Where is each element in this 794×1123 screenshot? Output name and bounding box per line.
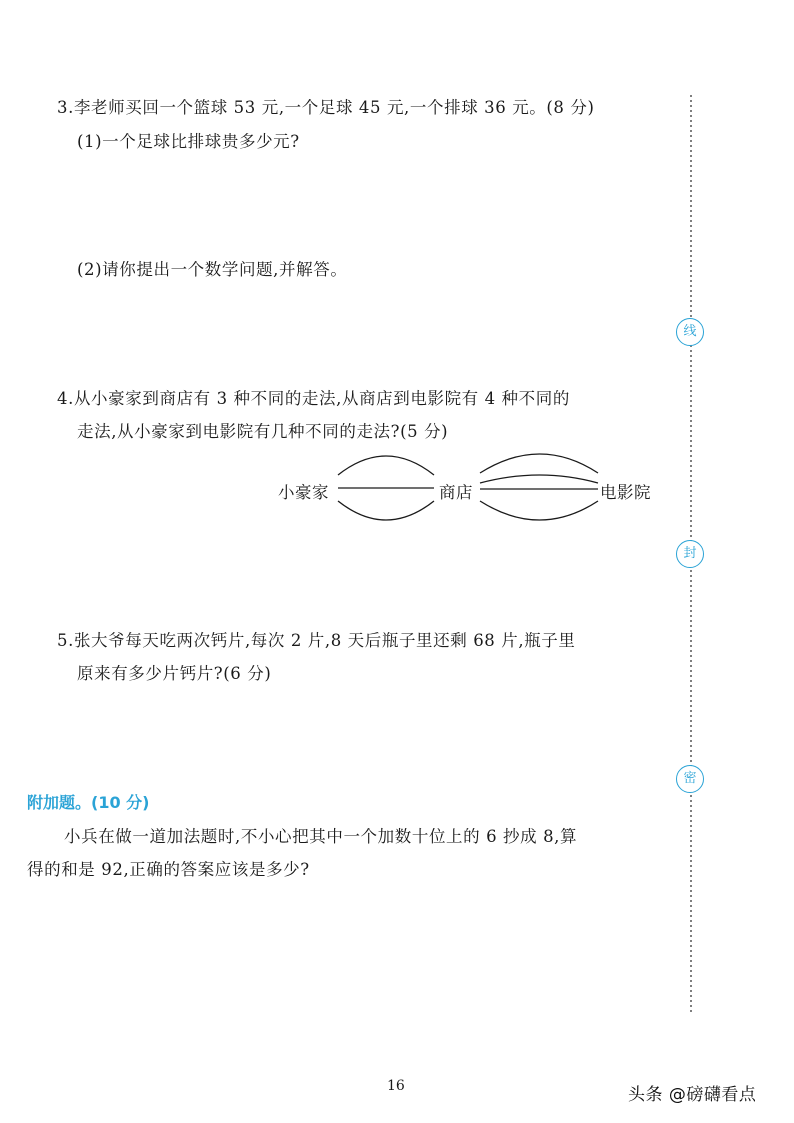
- q3-sub2: (2)请你提出一个数学问题,并解答。: [77, 260, 348, 279]
- q4-text-line1: 4.从小豪家到商店有 3 种不同的走法,从商店到电影院有 4 种不同的: [57, 389, 570, 408]
- q5-text-line2: 原来有多少片钙片?(6 分): [77, 664, 272, 683]
- route-curve: [480, 501, 598, 520]
- route-curve: [338, 456, 434, 475]
- bonus-text-line2: 得的和是 92,正确的答案应该是多少?: [27, 860, 310, 879]
- route-curve: [338, 501, 434, 520]
- route-curve: [480, 475, 598, 483]
- q5-text-line1: 5.张大爷每天吃两次钙片,每次 2 片,8 天后瓶子里还剩 68 片,瓶子里: [57, 631, 576, 650]
- bonus-title: 附加题。(10 分): [27, 793, 150, 812]
- route-lines: [270, 445, 670, 535]
- seal-feng: 封: [676, 540, 704, 568]
- diagram-label-middle: 商店: [439, 483, 473, 502]
- page-number: 16: [387, 1078, 405, 1094]
- q4-text-line2: 走法,从小豪家到电影院有几种不同的走法?(5 分): [77, 422, 449, 441]
- q3-text: 3.李老师买回一个篮球 53 元,一个足球 45 元,一个排球 36 元。(8 分): [57, 98, 595, 117]
- route-diagram: [270, 445, 670, 535]
- bonus-text-line1: 小兵在做一道加法题时,不小心把其中一个加数十位上的 6 抄成 8,算: [64, 827, 578, 846]
- diagram-label-start: 小豪家: [278, 483, 329, 502]
- diagram-label-end: 电影院: [600, 483, 651, 502]
- watermark: 头条 @磅礴看点: [628, 1085, 757, 1105]
- seal-mi: 密: [676, 765, 704, 793]
- q3-sub1: (1)一个足球比排球贵多少元?: [77, 132, 300, 151]
- seal-xian: 线: [676, 318, 704, 346]
- route-curve: [480, 454, 598, 473]
